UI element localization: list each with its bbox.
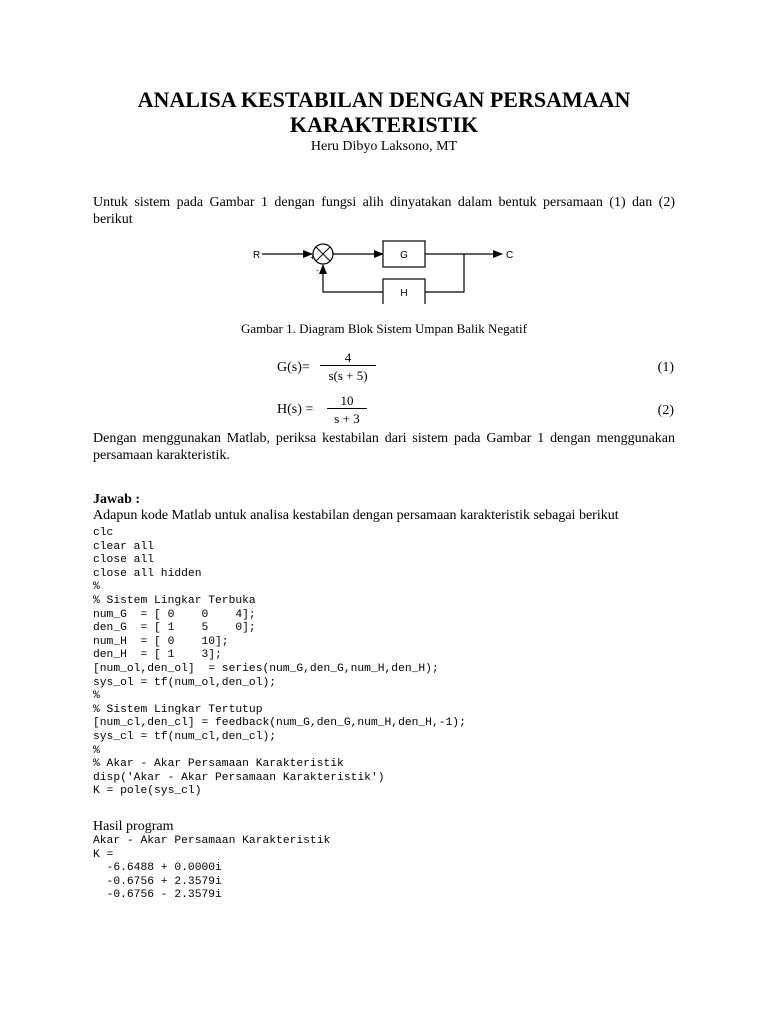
equation1-numerator: 4 [344,350,352,365]
equation1-lhs: G(s)= [277,360,310,375]
input-label: R [253,250,261,261]
answer-intro: Adapun kode Matlab untuk analisa kestabilan dengan persamaan karakteristik sebagai berikut [93,508,619,523]
sum-plus-sign: + [310,253,315,262]
equation2-numerator: 10 [340,393,354,408]
problem-paragraph: Untuk sistem pada Gambar 1 dengan fungsi alih dinyatakan dalam bentuk persamaan (1) dan (2) berikut [93,195,675,227]
equation1-number: (1) [657,360,674,375]
output-label: C [506,250,514,261]
equation1-denominator: s(s + 5) [320,365,376,383]
feedback-pickoff-line [425,254,464,292]
equation2-lhs: H(s) = [277,402,314,417]
sum-minus-sign: - [316,266,319,275]
equation2-fraction [327,393,367,426]
feedback-return-arrow [323,265,383,292]
author-name: Heru Dibyo Laksono, MT [310,139,458,154]
matlab-code-block: clc clear all close all close all hidden % % Sistem Lingkar Terbuka num_G = [ 0 0 4]; den_G = [ 1 5 0]; num_H = [ 0 10]; den_H = [ 1 3]; [num_ol,den_ol] = series(num_G,den_G,num_H,den_H); sys_ol = tf(num_ol,den_ol); % % Sistem Lingkar Tertutup [num_cl,den_cl] = feedback(num_G,den_G,num_H,den_H,-1); sys_cl = tf(num_cl,den_cl); % % Akar - Akar Persamaan Karakteristik disp('Akar - Akar Persamaan Karakteristik') K = pole(sys_cl) [93,527,466,798]
block-diagram [240,236,530,304]
equation2-denominator: s + 3 [327,408,367,426]
answer-heading: Jawab : [93,492,141,507]
document-title: ANALISA KESTABILAN DENGAN PERSAMAAN KARAKTERISTIK [137,87,631,137]
feedback-block-label: H [400,288,408,299]
result-heading: Hasil program [93,819,174,834]
question-paragraph: Dengan menggunakan Matlab, periksa kestabilan dari sistem pada Gambar 1 dengan menggunakan persamaan karakteristik. [93,431,675,463]
forward-block-label: G [400,250,408,261]
figure-caption: Gambar 1. Diagram Blok Sistem Umpan Balik Negatif [241,321,527,336]
equation2-number: (2) [657,403,674,418]
program-output-block: Akar - Akar Persamaan Karakteristik K = -6.6488 + 0.0000i -0.6756 + 2.3579i -0.6756 - 2.3579i [93,835,331,902]
equation1-fraction [320,350,376,383]
